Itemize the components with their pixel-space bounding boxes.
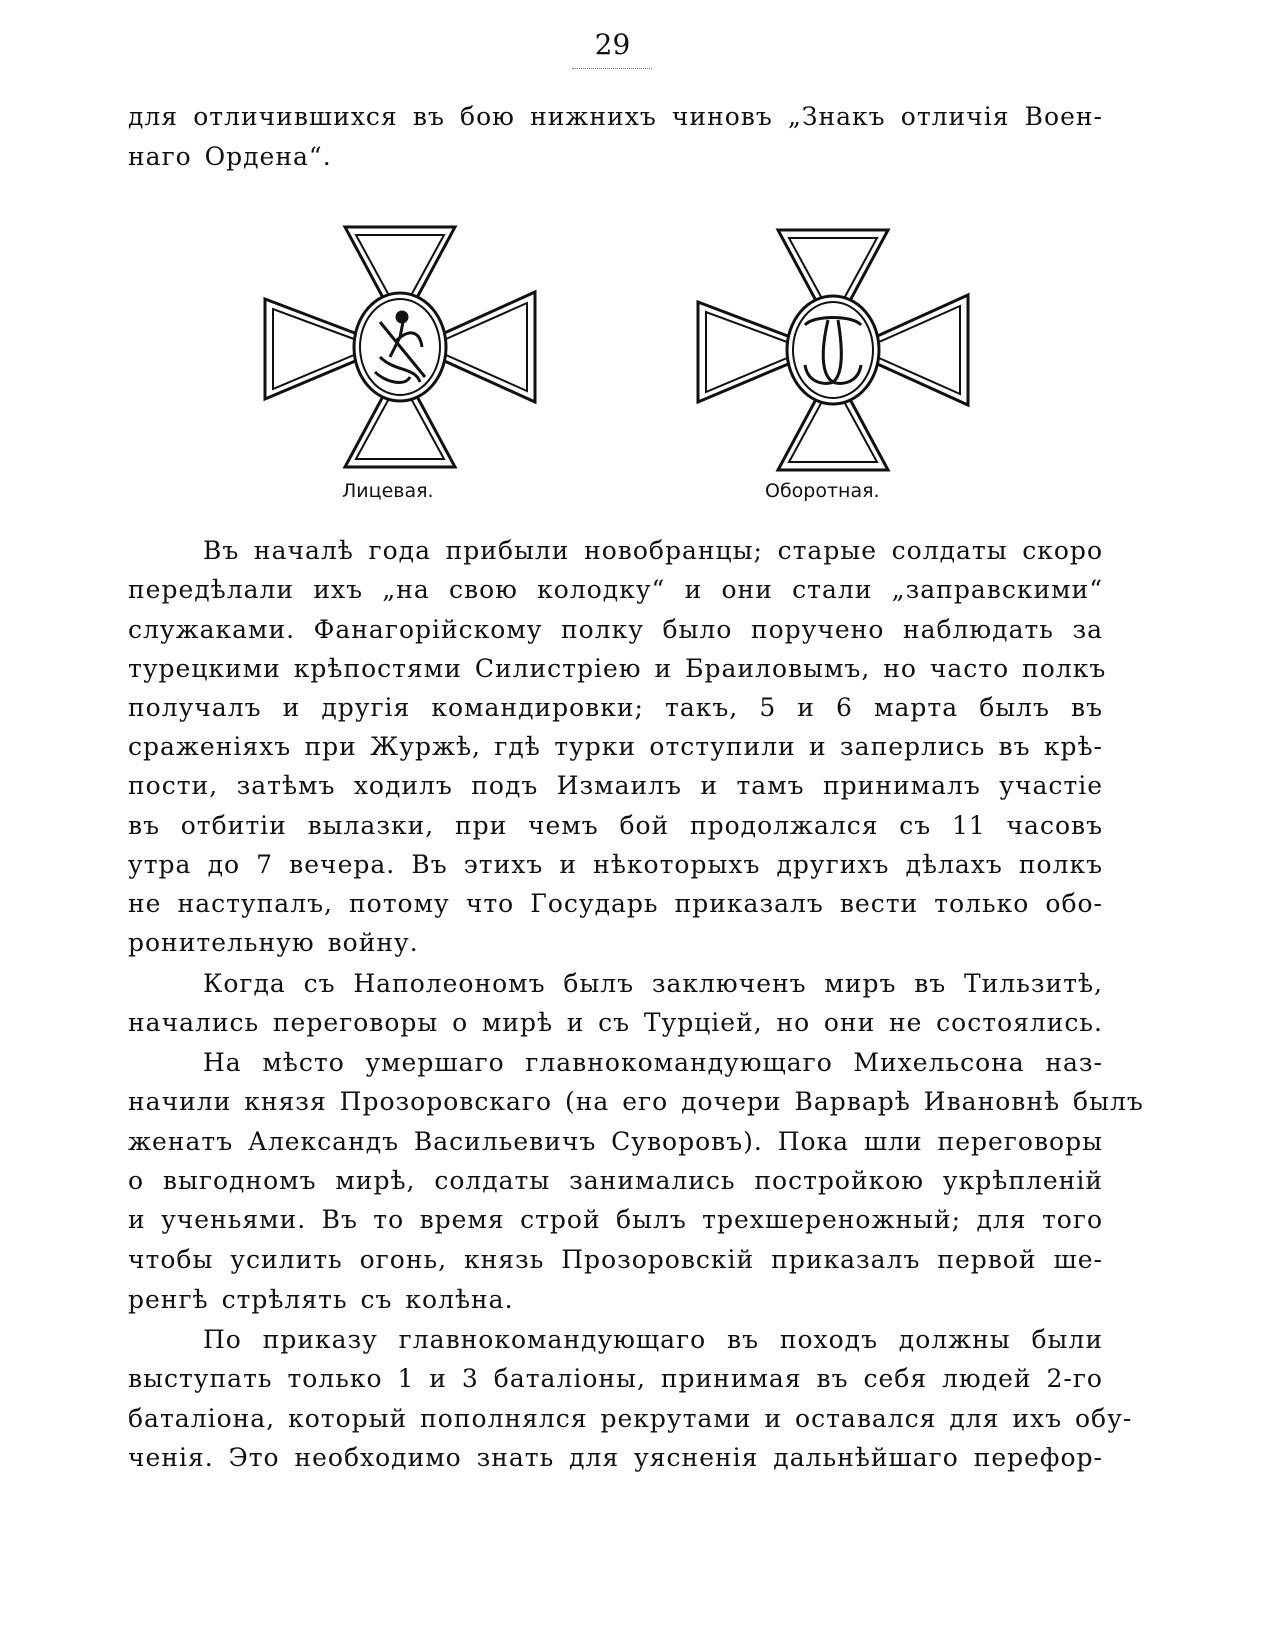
text-line: пости, затѣмъ ходилъ подъ Измаилъ и тамъ принималъ участіе — [128, 771, 1103, 800]
text-line: передѣлали ихъ „на свою колодку“ и они стали „заправскими“ — [128, 575, 1103, 604]
st-george-cross-obverse-icon — [260, 222, 540, 472]
st-george-cross-reverse-monogram-icon — [693, 225, 973, 475]
text-line: На мѣсто умершаго главнокомандующаго Михельсона наз- — [203, 1048, 1103, 1077]
text-line: наго Ордена“. — [128, 142, 332, 171]
page-number-rule — [572, 68, 652, 69]
text-line: выступать только 1 и 3 баталіоны, принимая въ себя людей 2-го — [128, 1364, 1103, 1393]
text-line: въ отбитіи вылазки, при чемъ бой продолжался съ 11 часовъ — [128, 811, 1103, 840]
text-line: о выгодномъ мирѣ, солдаты занимались постройкою укрѣпленій — [128, 1166, 1103, 1195]
text-line: турецкими крѣпостями Силистріею и Браиловымъ, но часто полкъ — [128, 654, 1107, 683]
text-line: для отличившихся въ бою нижнихъ чиновъ „Знакъ отличія Воен- — [128, 102, 1103, 131]
text-line: Когда съ Наполеономъ былъ заключенъ миръ въ Тильзитѣ, — [203, 969, 1103, 998]
text-line: женатъ Александъ Васильевичъ Суворовъ). Пока шли переговоры — [128, 1127, 1103, 1156]
text-line: баталіона, который пополнялся рекрутами и оставался для ихъ обу- — [128, 1404, 1133, 1433]
figure-caption: Лицевая. — [342, 480, 434, 502]
text-line: ренгѣ стрѣлять съ колѣна. — [128, 1285, 514, 1314]
text-line: сраженіяхъ при Журжѣ, гдѣ турки отступили и заперлись въ крѣ- — [128, 732, 1103, 761]
text-line: получалъ и другія командировки; такъ, 5 и 6 марта былъ въ — [128, 693, 1103, 722]
text-line: ченія. Это необходимо знать для уясненія дальнѣйшаго перефор- — [128, 1443, 1103, 1472]
text-line: начались переговоры о мирѣ и съ Турціей, но они не состоялись. — [128, 1008, 1103, 1037]
figure-caption: Оборотная. — [765, 480, 880, 502]
text-line: чтобы усилить огонь, князь Прозоровскій приказалъ первой ше- — [128, 1245, 1103, 1274]
text-line: ронительную войну. — [128, 928, 419, 957]
text-line: Въ началѣ года прибыли новобранцы; старые солдаты скоро — [203, 536, 1103, 565]
text-line: не наступалъ, потому что Государь приказалъ вести только обо- — [128, 889, 1103, 918]
text-line: По приказу главнокомандующаго въ походъ должны были — [203, 1325, 1103, 1354]
text-line: утра до 7 вечера. Въ этихъ и нѣкоторыхъ другихъ дѣлахъ полкъ — [128, 850, 1103, 879]
text-line: и ученьями. Въ то время строй былъ трехшереножный; для того — [128, 1205, 1103, 1234]
text-line: начили князя Прозоровскаго (на его дочери Варварѣ Ивановнѣ былъ — [128, 1087, 1144, 1116]
page-number: 29 — [594, 28, 631, 61]
text-line: служаками. Фанагорійскому полку было поручено наблюдать за — [128, 615, 1103, 644]
